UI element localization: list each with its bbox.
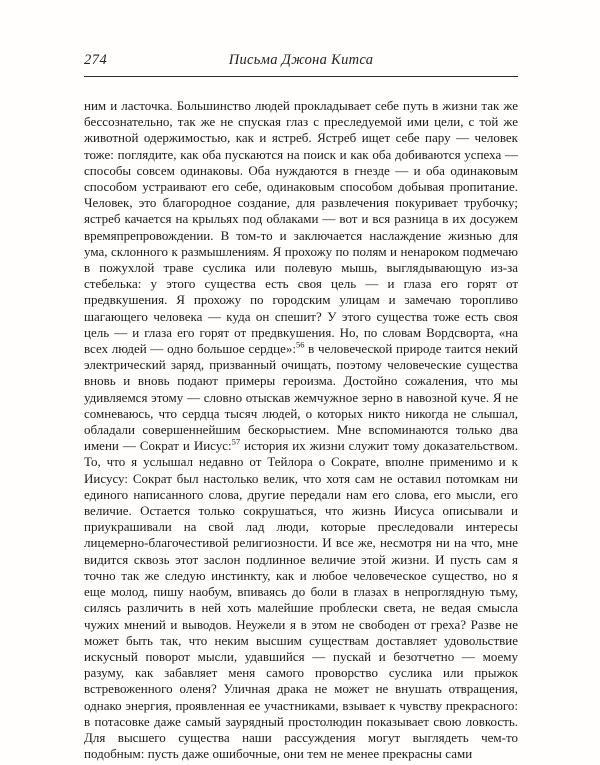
footnote-marker: 56 [295, 339, 305, 350]
page-number: 274 [84, 52, 108, 68]
page-header [84, 52, 518, 68]
footnote-marker: 57 [231, 436, 241, 447]
header-rule [84, 76, 518, 77]
body-paragraph: ним и ласточка. Большинство людей прокладывает себе путь в жизни так же бессознательно, так же не спуская глаз с преследуемой ими цели, с той же животной одержимостью, как и ястреб. Ястреб ищет себе пару — человек тоже: поглядите, как оба пускаются на поиск и как оба добиваются успеха — способы совсем одинаковы. Оба нуждаются в гнезде — и оба одинаковым способом устраивают его себе, одинаковым способом добывая пропитание. Человек, это благородное создание, для развлечения покуривает трубочку; ястреб качается на крыльях под облаками — вот и вся разница в их досужем времяпрепровождении. В том-то и заключается наслаждение жизнью для ума, склонного к размышлениям. Я прохожу по полям и ненароком подмечаю в пожухлой траве суслика или полевую мышь, выглядывающую из-за стебелька: у этого существа есть своя цель — и глаза его горят от предвкушения. Я прохожу по городским улицам и замечаю торопливо шагающего человека — куда он спешит? У этого существа тоже есть своя цель — и глаза его горят от предвкушения. Но, по словам Вордсворта, «на всех людей — одно большое сердце»:$^{56}$ в человеческой природе таится некий электрический заряд, призванный очищать, поэтому человеческие существа вновь и вновь подают примеры героизма. Достойно сожаления, что мы удивляемся этому — словно отыскав жемчужное зерно в навозной куче. Я не сомневаюсь, что сердца тысяч людей, о которых никто никогда не слышал, обладали совершеннейшим бескорыстием. Мне вспоминаются только два имени — Сократ и Иисус:$^{57}$ история их жизни служит тому доказательством. То, что я услышал недавно от Тейлора о Сократе, вполне применимо и к Иисусу: Сократ был настолько велик, что хотя сам не оставил потомкам ни единого написанного слова, другие передали нам его слова, его мысли, его величие. Остается только сокрушаться, что жизнь Иисуса описывали и приукрашивали на свой лад люди, которые преследовали интересы лицемерно-благочестивой религиозности. И все же, несмотря ни на что, мне видится сквозь этот заслон подлинное величие этой жизни. И пусть сам я точно так же следую инстинкту, как и любое человеческое существо, но я еще молод, пишу наобум, впиваясь до боли в глазах в непроглядную тьму, силясь различить в ней хоть малейшие проблески света, не ведая смысла чужих мнений и выводов. Неужели я в этом не свободен от греха? Разве не может быть так, что неким высшим существам доставляет удовольствие искусный поворот мысли, удавшийся — пускай и безотчетно — моему разуму, как забавляет меня самого проворство суслика или прыжок встревоженного оленя? Уличная драка не может не внушать отвращения, однако энергия, проявленная ее участниками, взывает к чувству прекрасного: в потасовке даже самый заурядный простолюдин показывает свою ловкость. Для высшего существа наши рассуждения могут выглядеть чем-то подобным: пусть даже ошибочные, они тем не менее прекрасны сами [84, 98, 518, 762]
running-title: Письма Джона Китса [228, 52, 374, 68]
